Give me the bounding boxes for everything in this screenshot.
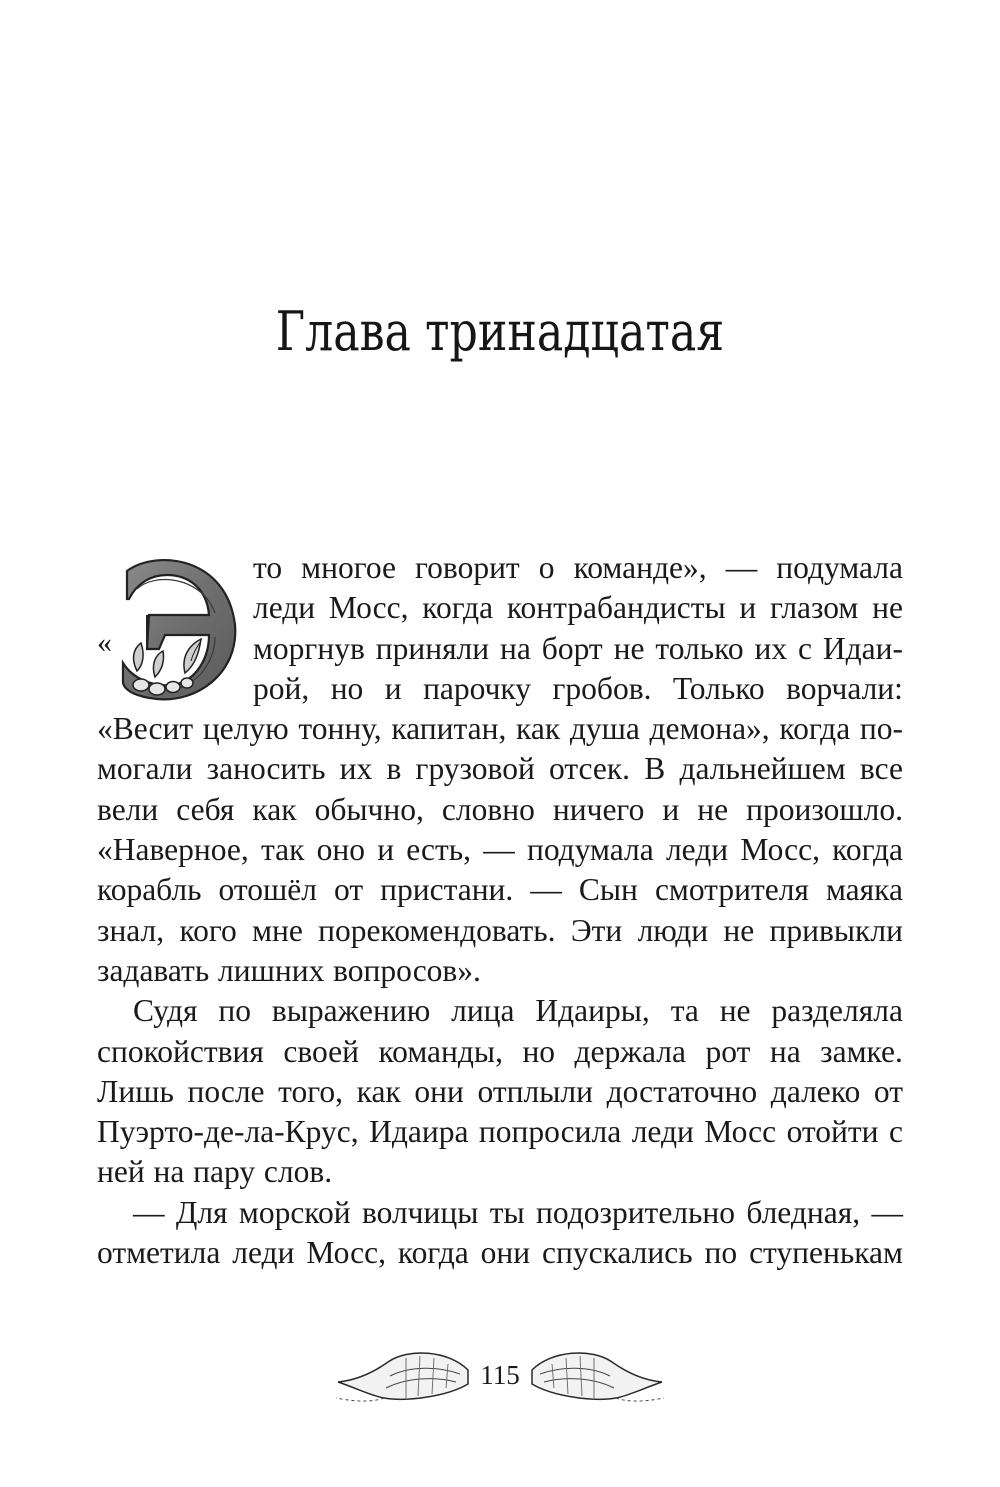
word: разделяла <box>771 993 903 1029</box>
text-line <box>97 911 903 951</box>
word: как <box>252 791 297 827</box>
word: целую <box>202 711 289 747</box>
word: тонну, <box>298 711 382 747</box>
word: мне <box>252 912 303 948</box>
word: и <box>739 590 757 626</box>
word: слов. <box>263 1154 333 1190</box>
text-line <box>97 1032 903 1072</box>
text-line <box>97 951 903 991</box>
word: только <box>655 630 744 666</box>
word: Сын <box>578 872 638 908</box>
word: не <box>697 791 729 827</box>
text-line <box>97 1072 903 1112</box>
text-line <box>97 1112 903 1152</box>
word: когда <box>422 590 494 626</box>
word: когда <box>397 1235 469 1271</box>
word: подумала <box>526 832 654 868</box>
word: Идаи- <box>822 630 903 666</box>
word: спокойствия <box>97 1033 264 1069</box>
word: Только <box>672 670 765 706</box>
word: корабль <box>97 872 202 908</box>
text-line <box>97 749 903 789</box>
text-line <box>97 870 903 910</box>
word: отсек. <box>549 751 631 787</box>
word: ворчали: <box>786 670 903 706</box>
word: рот <box>705 1033 751 1069</box>
word: так <box>260 832 305 868</box>
word: то <box>253 550 283 585</box>
word: Идаира <box>369 1114 469 1150</box>
word: Мосс <box>704 1114 777 1150</box>
word: достаточно <box>606 1073 758 1109</box>
word: по <box>704 1235 738 1271</box>
word: не <box>872 590 903 626</box>
body-text <box>97 548 903 1273</box>
word: на <box>769 1033 801 1069</box>
word: борт <box>541 630 603 666</box>
text-line <box>133 1193 903 1233</box>
word: себя <box>176 791 235 827</box>
word: задавать <box>97 952 210 988</box>
text-line <box>133 991 903 1031</box>
word: спускались <box>542 1235 693 1271</box>
word: лица <box>451 993 515 1029</box>
word: ступенькам <box>749 1235 903 1271</box>
word: — <box>871 1194 903 1230</box>
word: как <box>516 711 561 747</box>
word: заносить <box>206 751 326 787</box>
word: рой, <box>253 670 310 706</box>
word: есть, <box>406 832 472 868</box>
word: выражению <box>271 993 431 1029</box>
text-line <box>253 588 903 628</box>
word: от <box>333 872 364 908</box>
word: на <box>153 1154 185 1190</box>
word: кого <box>179 912 237 948</box>
text-line <box>97 1233 903 1273</box>
word: порекомендовать. <box>318 912 556 948</box>
word: попросила <box>478 1114 622 1150</box>
word: ты <box>489 1194 525 1230</box>
word: держала <box>574 1033 687 1069</box>
word: Лишь <box>97 1073 174 1109</box>
word: демона», <box>649 711 770 747</box>
word: и <box>662 791 680 827</box>
word: после <box>187 1073 265 1109</box>
word: леди <box>665 832 729 868</box>
word: Судя <box>133 993 198 1029</box>
word: как <box>356 1073 401 1109</box>
word: «Наверное, <box>97 832 249 868</box>
word: смотрителя <box>654 872 809 908</box>
word: бледная, <box>746 1194 861 1230</box>
word: лишних <box>218 952 325 988</box>
word: Мосс, <box>306 1235 386 1271</box>
word: леди <box>253 590 316 626</box>
word: подозрительно <box>536 1194 735 1230</box>
word: их <box>754 630 788 666</box>
text-line <box>253 669 903 709</box>
word: гробов. <box>552 670 652 706</box>
word: грузовой <box>415 751 535 787</box>
word: обычно, <box>314 791 424 827</box>
word: отметила <box>97 1235 221 1271</box>
word: Мосс, <box>328 590 409 626</box>
word: маяка <box>825 872 903 908</box>
word: далеко <box>770 1073 861 1109</box>
word: дальнейшем <box>679 751 846 787</box>
word: отплыли <box>477 1073 593 1109</box>
word: та <box>670 993 699 1029</box>
word: говорит <box>415 550 520 585</box>
word: по <box>218 993 251 1029</box>
word: ничего <box>552 791 645 827</box>
word: когда <box>779 711 851 747</box>
word: — <box>133 1194 165 1230</box>
word: они <box>480 1235 531 1271</box>
word: вели <box>97 791 159 827</box>
word: подумала <box>776 550 903 585</box>
text-line <box>97 709 903 749</box>
word: «Весит <box>97 711 194 747</box>
word: Эти <box>570 912 623 948</box>
text-line <box>97 790 903 830</box>
word: и <box>377 832 395 868</box>
word: глазом <box>770 590 859 626</box>
word: люди <box>637 912 709 948</box>
word: того, <box>278 1073 344 1109</box>
text-line <box>97 830 903 870</box>
word: команде», <box>573 550 707 585</box>
word: многое <box>301 550 396 585</box>
word: Для <box>175 1194 228 1230</box>
word: замке. <box>820 1033 903 1069</box>
word: леди <box>232 1235 295 1271</box>
word: оно <box>316 832 365 868</box>
chapter-title: Глава тринадцатая <box>275 300 725 363</box>
word: пару <box>193 1154 256 1190</box>
word: моргнув <box>253 630 365 666</box>
word: — <box>725 550 758 585</box>
word: — <box>483 832 515 868</box>
word: — <box>530 872 562 908</box>
text-line <box>253 548 903 588</box>
word: словно <box>441 791 535 827</box>
word: парочку <box>423 670 532 706</box>
word: В <box>644 751 666 787</box>
word: они <box>414 1073 464 1109</box>
word: с <box>798 630 812 666</box>
word: от <box>873 1073 903 1109</box>
word: Мосс, <box>740 832 820 868</box>
word: вопросов». <box>333 952 481 988</box>
word: все <box>859 751 903 787</box>
word: своей <box>283 1033 359 1069</box>
word: капитан, <box>391 711 507 747</box>
word: контрабандисты <box>506 590 726 626</box>
word: отошёл <box>218 872 317 908</box>
word: но <box>522 1033 556 1069</box>
word: пристани. <box>380 872 514 908</box>
word: о <box>538 550 555 585</box>
word: но <box>330 670 364 706</box>
word: по- <box>859 711 903 747</box>
word: могали <box>97 751 193 787</box>
word: Идаиры, <box>535 993 650 1029</box>
word: леди <box>631 1114 694 1150</box>
word: и <box>384 670 402 706</box>
word: их <box>339 751 373 787</box>
word: знал, <box>97 912 165 948</box>
word: морской <box>238 1194 351 1230</box>
page-number: 115 <box>480 1360 520 1390</box>
word: не <box>719 993 751 1029</box>
word: ней <box>97 1154 145 1190</box>
text-line <box>253 629 903 669</box>
word: душа <box>569 711 640 747</box>
text-line <box>97 1152 903 1192</box>
word: приняли <box>375 630 490 666</box>
opening-quote-mark: « <box>97 626 112 659</box>
word: привыкли <box>769 912 903 948</box>
word: на <box>500 630 531 666</box>
word: отойти <box>786 1114 879 1150</box>
word: не <box>613 630 645 666</box>
word: Пуэрто-де-ла-Крус, <box>97 1114 359 1150</box>
word: волчицы <box>361 1194 479 1230</box>
word: команды, <box>378 1033 503 1069</box>
word: не <box>723 912 755 948</box>
word: произошло. <box>746 791 903 827</box>
word: в <box>386 751 402 787</box>
word: с <box>888 1114 903 1150</box>
word: когда <box>832 832 903 868</box>
